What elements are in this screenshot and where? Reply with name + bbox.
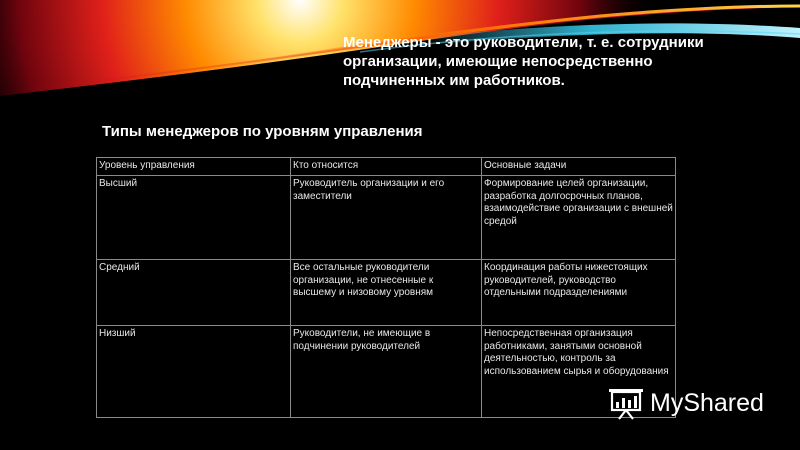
cell-who: Руководители, не имеющие в подчинении руководителей — [291, 326, 482, 418]
cell-tasks: Формирование целей организации, разработка долгосрочных планов, взаимодействие организации с внешней средой — [482, 176, 676, 260]
table-row — [97, 326, 676, 418]
cell-level: Высший — [97, 176, 291, 260]
table-header-row — [97, 158, 676, 176]
watermark-text: MyShared — [650, 388, 764, 417]
presentation-board-icon — [606, 386, 646, 420]
watermark — [606, 386, 764, 420]
slide-heading: Менеджеры - это руководители, т. е. сотрудники организации, имеющие непосредственно подчиненных им работников. — [343, 34, 704, 89]
table-row — [97, 176, 676, 260]
header-tasks: Основные задачи — [482, 158, 676, 176]
header-level: Уровень управления — [97, 158, 291, 176]
cell-level: Средний — [97, 260, 291, 326]
table-title: Типы менеджеров по уровням управления — [102, 123, 423, 140]
cell-tasks: Непосредственная организация работниками, занятыми основной деятельностью, контроль за использованием сырья и оборудования — [482, 326, 676, 418]
management-levels-table — [96, 157, 676, 418]
cell-who: Все остальные руководители организации, не отнесенные к высшему и низовому уровням — [291, 260, 482, 326]
cell-who: Руководитель организации и его заместители — [291, 176, 482, 260]
table-row — [97, 260, 676, 326]
header-who: Кто относится — [291, 158, 482, 176]
cell-tasks: Координация работы нижестоящих руководителей, руководство отдельными подразделениями — [482, 260, 676, 326]
cell-level: Низший — [97, 326, 291, 418]
